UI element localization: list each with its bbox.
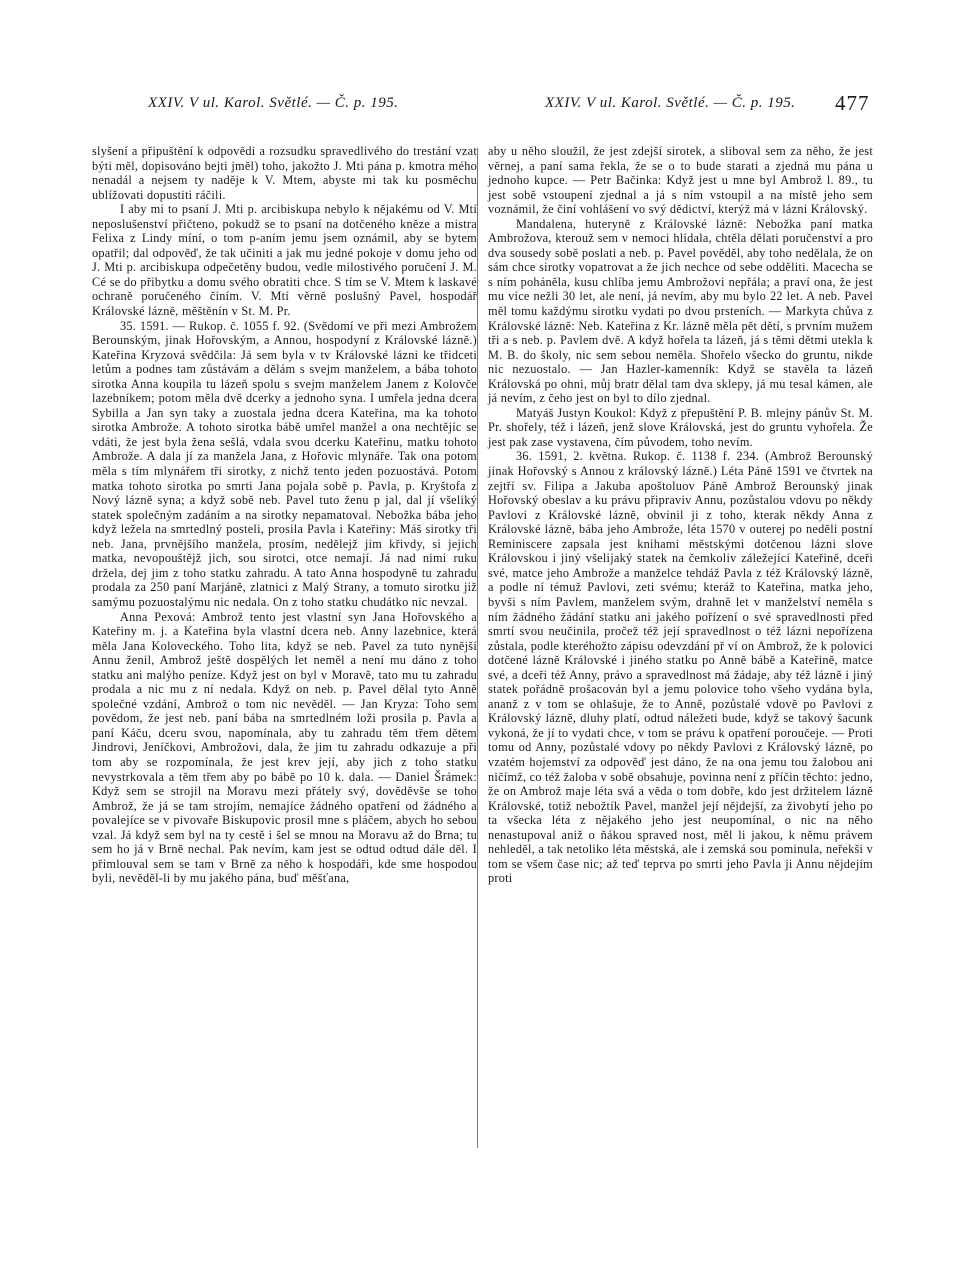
running-head-right: XXIV. V ul. Karol. Světlé. — Č. p. 195.: [545, 95, 796, 111]
paragraph: Matyáš Justyn Koukol: Když z přepuštění P. B. mlejny pánův St. M. Pr. shořely, též i lázeň, jenž slove Královská, jest do gruntu vyhořela. Že jest pak zase vystavena, čím původem, toho nevím.: [488, 405, 873, 449]
running-head-left: XXIV. V ul. Karol. Světlé. — Č. p. 195.: [148, 95, 399, 111]
paragraph: Anna Pexová: Ambrož tento jest vlastní syn Jana Hořovského a Kateřiny m. j. a Kateřina byla vlastní dcera neb. Anny lazebnice, která měla Jana Koloveckého. Toho lita, když se neb. Pavel za tuto nynější Annu ženil, Ambrož ještě dospělých let neměl a není mu dáno z toho statku ani malýho peníze. Když jest on byl v Moravě, tato mu tu zahradu prodala a nic mu z ní nedala. Když on neb. p. Pavel dělal tyto Anně společné vzdání, Ambrož o tom nic nevěděl. — Jan Kryza: Toho sem povědom, že jest neb. paní bába na smrtedlném loži prosila p. Pavla a paní Káču, dceru svou, napomínala, aby tu zahradu těm třem dětem Jindrovi, Jeníčkovi, Ambrožovi, dala, že jim tu zahradu odkazuje a při tom aby se rozpomínala, že jest krev její, aby jich z toho statku nevystrkovala a těm třem aby po bábě po 10 k. dala. — Daniel Šrámek: Když sem se strojil na Moravu mezi přátely svý, dověděvše se toho Ambrož, že já se tam strojím, nemajíce žádného opatření od žádného a povalejíce se v pivovaře Biskupovic prosil mne s pláčem, abych ho sebou vzal. Já když sem byl na ty cestě i šel se mnou na Moravu až do Brna; tu sem ho já v Brně nechal. Pak nevím, kam jest se odtud odtud dále děl. I přimlouval sem se tam v Brně za něho k hospodáři, kde sme hospodou byli, nevěděl-li by mu jakého pána, buď měšťana,: [92, 609, 477, 886]
paragraph: slyšení a připuštění k odpovědi a rozsudku spravedlivého do trestání vzat býti měl, dopisováno bejti jměl) toho, jakožto J. Mti pána p. kmotra mého nenadál a nejsem ty naděje k V. Mtem, abyste mi tak ku posměchu ublížovati dopustiti ráčili.: [92, 144, 477, 202]
right-column: [488, 144, 873, 886]
paragraph: Mandalena, huteryně z Královské lázně: Nebožka paní matka Ambrožova, kterouž sem v nemoci hlídala, chtěla dělati poručenství a pro dva sousedy sobě poslati a neb. p. Pavel pověděl, aby toho nedělala, že on sám chce sirotky vopatrovat a že jich nechce od sebe odděliti. Macecha se s ním poháněla, kusu chlíba jemu Ambrožovi nepřála; a praví ona, že jest mu více nežli 30 let, ale není, já nevím, aby mu bylo 22 let. A neb. Pavel měl tomu každýmu sirotku vydati po dvou prsteních. — Markyta chůva z Královské lázně: Neb. Kateřina z Kr. lázně měla pět dětí, s prvním mužem tři a s neb. p. Pavlem dvě. A když hořela ta lázeň, já s těmi dětmi utekla k M. B. do školy, nic sem sebou neměla. Shořelo všecko do gruntu, nikde nic nezuostalo. — Jan Hazler-kamenník: Když se stavěla ta lázeň Královská po ohni, můj bratr dělal tam dva sklepy, já mu tesal kámen, ale já nevím, z čeho jest on byl to dílo zjednal.: [488, 216, 873, 406]
paragraph: 36. 1591, 2. května. Rukop. č. 1138 f. 234. (Ambrož Berounský jinak Hořovský s Annou z královský lázně.) Léta Páně 1591 ve čtvrtek na zejtří sv. Filipa a Jakuba apoštoluov Páně Ambrož Berounský jinak Hořovský obeslav a ku právu připraviv Annu, pozůstalou vdovu po někdy Pavlovi z Královské lázně, obvinil ji z toho, kterak někdy Anna z Královské lázně, bába jeho Ambrože, léta 1570 v outerej po neděli postní Reminiscere zapsala jest knihami městskými dotčenou lázni slove Královskou i jiný všelijaký statek na čemkoliv záležející Kateřině, dceři své, matce jeho Ambrože a manželce tehdáž Pavla z též Královský lázně, a podle ní témuž Pavlovi, zeti svému; kteráž to Kateřina, matka jeho, byvši s ním Pavlem, manželem svým, drahně let v manželství neměla s ním žádného žádání statku ani jakého pořízení o své spravedlnosti před smrtí svou neučinila, pročež též její spravedlnost o též lázni nepořízena zůstala, podle kteréhožto zápisu odevzdání př ví on Ambrož, že k polovici dotčené lázně Královské i jiného statku po Anně bábě a Kateřině, matce své, a dceři též Anny, právo a spravedlnost má žádaje, aby též lázně i jiný statek pořádně prošacován byl a jemu polovice toho všeho vydána byla, ananž z v tom se ohlašuje, že to Anně, pozůstalé vdově po Pavlovi z Královský lázně, dluhy platí, odtud náležeti bude, když se takový šacunk vykoná, že jí to vydati chce, v tom se právu k opatření poroučeje. — Proti tomu od Anny, pozůstalé vdovy po někdy Pavlovi z Královský lázně, po vzatém hojemství za odpověď jest dáno, že na ona jemu tou žalobou ani ničímž, co též žaloba v sobě obsahuje, povinna není z příčin těchto: jedno, že on Ambrož maje léta svá a věda o tom dobře, kdo jest držitelem lázně Královské, totiž nebožtík Pavel, manžel její nějdejší, za živobytí jeho po ta všecka léta z nějakého jeho jest neupomínal, o nic na něho nenastupoval aniž o ňákou spraved nost, měl li jakou, k němu právem nehleděl, a tak netoliko léta městská, ale i zemská sou pominula, neřekši v tom se všem čase nic; až teď teprva po smrti jeho Pavla ji Annu nějdejím proti: [488, 449, 873, 886]
page-number: 477: [835, 91, 870, 115]
left-column: [92, 144, 477, 886]
paragraph: I aby mi to psaní J. Mti p. arcibiskupa nebylo k nějakému od V. Mtí neposlušenství přičteno, pokudž se to psaní na dotčeného kněze a mistra Felixa z Lindy míní, o tom p-aním jemu jsem oznámil, aby se bytem opatřil; dal odpověď, že tak učiniti a jak mu jedné pokoje v domu jeho od J. Mti p. arcibiskupa odpečetěny budou, vedle milostivého poručení J. M. Cé se do přibytku a domu svého obratiti chce. S tím se V. Mtem k laskavé ochraně poručeného činím. V. Mtí věrně poslušný Pavel, hospodář Královské lázně, měštěnín v St. M. Pr.: [92, 202, 477, 319]
column-divider: [477, 148, 478, 1148]
paragraph: 35. 1591. — Rukop. č. 1055 f. 92. (Svědomí ve při mezi Ambrožem Berounským, jinak Hořovským, a Annou, hospodyní z Královské lázně.) Kateřina Kryzová svědčila: Já sem byla v tv Královské lázni ke třidceti letům a podnes tam zůstávám a dělám s svejm manželem, a bába tohoto sirotka Anna koupila tu lázeň spolu s svejm manželem Janem z Kolovče lazebníkem; potom měla dvě dcerky a jednoho syna. I umřela jedna dcera Sybilla a Jan syn taky a zuostala jedna dcera Kateřina, ma ka tohoto sirotka Ambrože. A tohoto sirotka bábě umřel manžel a ona nechtějíc se vdáti, že jest byla žena sešlá, vdala svou dcerku Kateřinu, matku tohoto Ambrože. A dala jí za manžela Jana, z Hořovic mlynáře. Tak ona potom měla s tím mlynářem tři sirotky, z nichž tento jeden pozuostává. Potom matka tohoto sirotka po smrti Jana pojala sobě p. Pavla, p. Kryštofa z Nový lázně syna; a když sobě neb. Pavel tuto ženu p jal, dal jí všeliký statek společným zadáním a na sirotky nepamatoval. Nebožka bába jeho když ležela na smrtedlný posteli, prosila Pavla i Kateřiny: Máš sirotky tři neb. Jana, prvnějšího manžela, prosím, nedělejž jim křivdy, si jejich matka, nevopouštějž jich, sou sirotci, otce nemají. Já nad nimi ruku držela, dej jim z toho statku zahradu. A tato Anna hospodyně tu zahradu prodala za 250 paní Marjáně, zlatnici z Malý Strany, a tomuto sirotku již samýmu pozuostalýmu nic nedala. On z toho statku chudátko nic nevzal.: [92, 318, 477, 609]
paragraph: aby u něho sloužil, že jest zdejší sirotek, a sliboval sem za něho, že jest věrnej, a paní sama řekla, že se o to bude starati a zjedná mu pána u jednoho kupce. — Petr Bačinka: Když jest u mne byl Ambrož l. 89., tu jest sobě vstoupení zjednal a já s ním vstoupil a na místě jeho sem voznámil, že činí vohlášení vo svý dědictví, kterýž má v lázni Královský.: [488, 144, 873, 217]
